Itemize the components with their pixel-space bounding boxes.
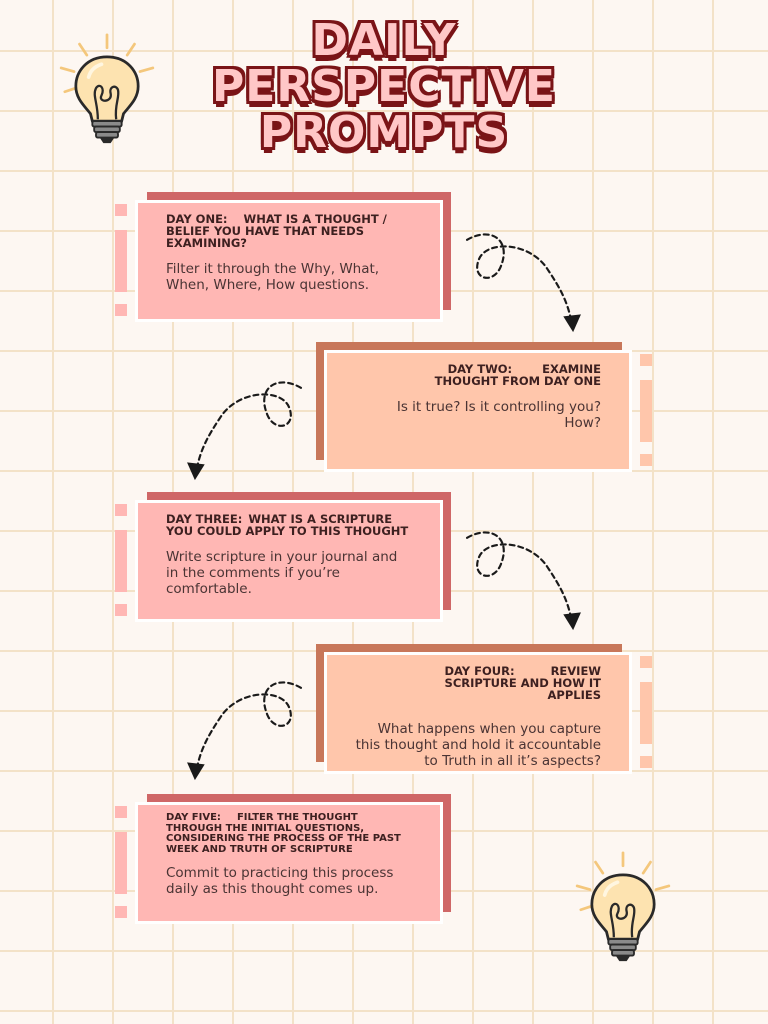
card-heading — [166, 513, 412, 537]
card-edge-tabs — [115, 492, 127, 622]
day-three-card — [115, 492, 455, 622]
card-heading — [355, 363, 601, 387]
day-heading: WHAT IS A THOUGHT / BELIEF YOU HAVE THAT NEEDS EXAMINING? — [166, 212, 387, 250]
day-label: DAY FIVE: — [166, 812, 221, 823]
day-heading: EXAMINE THOUGHT FROM DAY ONE — [434, 362, 601, 388]
day-label: DAY FOUR: — [444, 664, 515, 678]
day-five-card — [115, 794, 455, 924]
card-body: What happens when you capture this thought and hold it accountable to Truth in all it’s aspects? — [355, 721, 601, 769]
card-edge-tabs — [115, 794, 127, 924]
day-label: DAY ONE: — [166, 212, 228, 226]
day-label: DAY TWO: — [447, 362, 513, 376]
card-body: Write scripture in your journal and in the comments if you’re comfortable. — [166, 549, 398, 597]
card-heading — [355, 665, 601, 701]
light-bulb-icon — [52, 28, 162, 150]
day-four-card — [316, 644, 656, 774]
title-line-3: PROMPTS — [259, 107, 509, 158]
card-heading — [166, 813, 412, 855]
card-edge-tabs — [640, 644, 652, 774]
card-body: Is it true? Is it controlling you? How? — [396, 399, 601, 431]
card-edge-tabs — [115, 192, 127, 322]
card-body: Filter it through the Why, What, When, Where, How questions. — [166, 261, 380, 293]
day-heading: WHAT IS A SCRIPTURE YOU COULD APPLY TO THIS THOUGHT — [166, 512, 409, 538]
dashed-curl-arrow-icon — [460, 230, 590, 338]
day-heading: FILTER THE THOUGHT THROUGH THE INITIAL QUESTIONS, CONSIDERING THE PROCESS OF THE PAST WEEK AND TRUTH OF SCRIPTURE — [166, 812, 401, 855]
day-one-card — [115, 192, 455, 322]
title-line-2: PERSPECTIVE — [212, 61, 556, 112]
dashed-curl-arrow-icon — [178, 678, 308, 786]
card-edge-tabs — [640, 342, 652, 472]
title-line-1: DAILY — [311, 15, 457, 66]
light-bulb-icon — [568, 846, 678, 968]
day-two-card — [316, 342, 656, 472]
dashed-curl-arrow-icon — [460, 528, 590, 636]
dashed-curl-arrow-icon — [178, 378, 308, 486]
day-label: DAY THREE: — [166, 512, 243, 526]
card-heading — [166, 213, 412, 249]
card-body: Commit to practicing this process daily as this thought comes up. — [166, 865, 394, 897]
day-heading: REVIEW SCRIPTURE AND HOW IT APPLIES — [444, 664, 601, 702]
